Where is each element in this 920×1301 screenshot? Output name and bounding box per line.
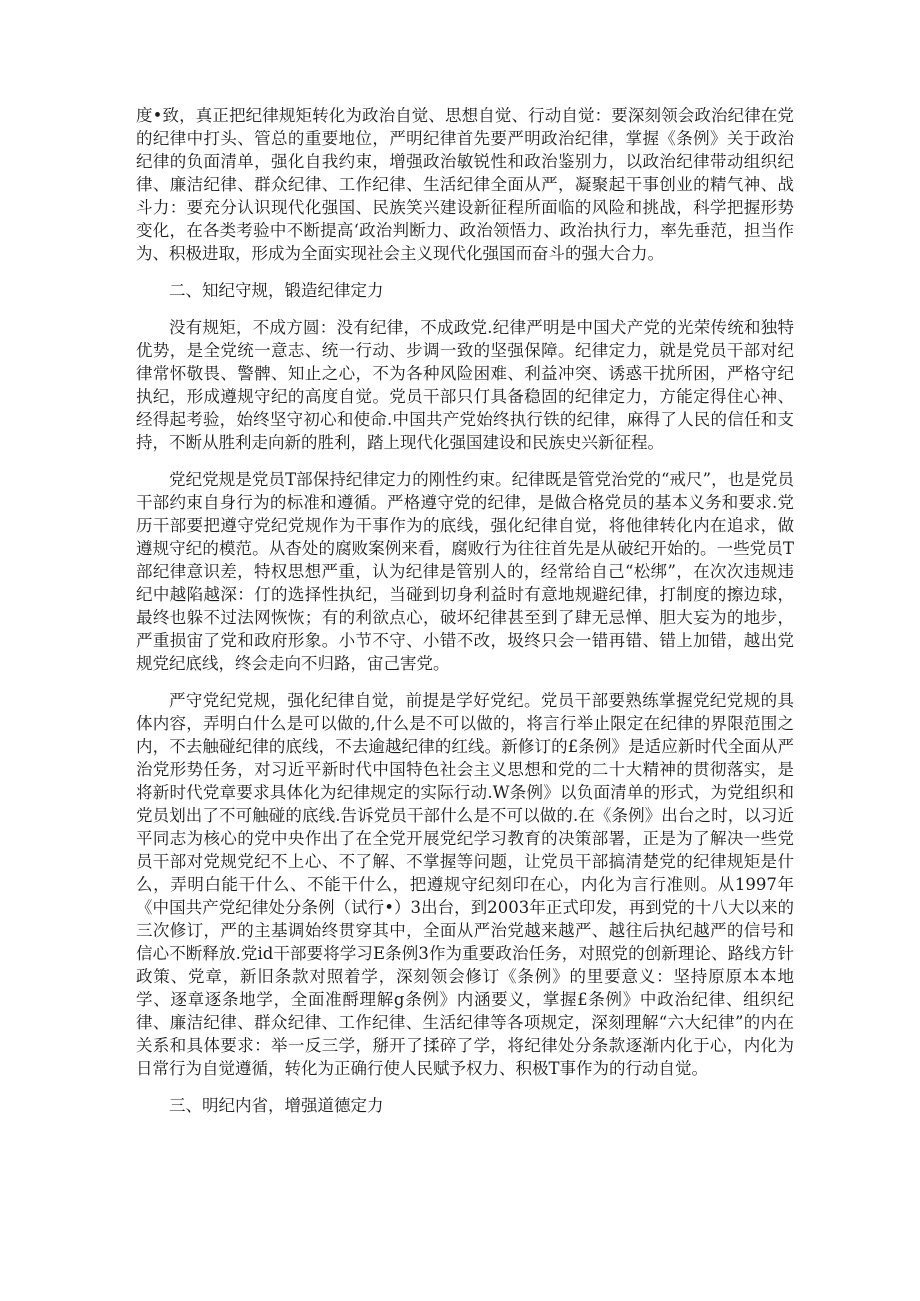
section-heading-3: 三、明纪内省，增强道德定力	[169, 1096, 384, 1115]
document-body	[136, 104, 794, 1131]
section-heading-2: 二、知纪守规，锻造纪律定力	[169, 281, 384, 300]
paragraph-continuation: 度•致，真正把纪律规矩转化为政治自觉、思想自觉、行动自觉：要深刻领会政治纪律在党的纪律中打头、管总的重要地位，严明纪律首先要严明政治纪律，掌握《条例》关于政治纪律的负面清单，强化自我约束，增强政治敏锐性和政治鉴别力，以政治纪律带动组织纪律、廉洁纪律、群众纪律、工作纪律、生活纪律全面从严，凝聚起干事创业的精气神、战斗力：要充分认识现代化强国、民族笑兴建设新征程所面临的风险和挑战，科学把握形势变化，在各类考验中不断提高‘政治判断力、政治领悟力、政治执行力，率先垂范，担当作为、积极进取，形成为全面实现社会主义现代化强国而奋斗的强大合力。	[136, 106, 794, 263]
paragraph: 没有规矩，不成方圆：没有纪律，不成政党.纪律严明是中国犬产党的光荣传统和独特优势，是全党统一意志、统一行动、步调一致的坚强保障。纪律定力，就是党员干部对纪律常怀敬畏、警髀、知止之心，不为各种风险困难、利益冲突、诱惑干扰所困，严格守纪执纪，形成遵规守纪的高度自觉。党员干部只仃具备稳固的纪律定力，方能定得住心神、经得起考验，始终坚守初心和使命.中国共产党始终执行铁的纪律，麻得了人民的信任和支持，不断从胜利走向新的胜利，踏上现代化强国建设和民族史兴新征程。	[136, 318, 794, 452]
paragraph: 党纪党规是党员T部保持纪律定力的刚性约束。纪律既是管党治党的“戒尺”，也是党员干部约束自身行为的标准和遵循。严格遵守党的纪律，是做合格党员的基本义务和要求.党历干部要把遵守党纪党规作为干事作为的底线，强化纪律自觉，将他律转化内在追求，做遵规守纪的模范。从杳处的腐败案例来看，腐败行为往往首先是从破纪开始的。一些党员T部纪律意识差，特权思想严重，认为纪律是管别人的，经常给自己“松绑”，在次次违规违纪中越陷越深：仃的选择性执纪，当碰到切身利益时有意地规避纪律，打制度的擦边球，最终也躲不过法网恢恢；有的利欲点心，破坏纪律甚至到了肆无忌惮、胆大妄为的地步，严重损宙了党和政府形象。小节不守、小错不改，圾终只会一错再错、错上加错，越出党规党纪底线，终会走向不归路，宙己害党。	[136, 470, 794, 673]
paragraph: 严守党纪党规，强化纪律自觉，前提是学好党纪。党员干部要熟练掌握党纪党规的具体内容，弄明白什么是可以做的,什么是不可以做的，将言行举止限定在纪律的界限范围之内，不去触碰纪律的底线，不去逾越纪律的红线。新修订的£条例》是适应新时代全面从严治党形势任务，对习近平新时代中国特色社会主义思想和党的二十大精神的贯彻落实，是将新时代党章要求具体化为纪律规定的实际行动.W条例》以负面清单的形式，为党组织和党员划出了不可触碰的底线.告诉党员干部什么是不可以做的.在《条例》出台之时，以习近平同志为核心的党中央作出了在全党开展党纪学习教育的决策部署，正是为了解决一些党员干部对党规党纪不上心、不了解、不掌握等问题，让党员干部搞清楚党的纪律规矩是什么，弄明白能干什么、不能干什么，把遵规守纪刻印在心，内化为言行准则。从1997年《中国共产党纪律处分条例（试行•）3出台，到2003年正式印发，再到党的十八大以来的三次修订，严的主基调始终贯穿其中，全面从严治党越来越严、越往后执纪越严的信号和信心不断释放.党id干部要将学习E条例3作为重要政治任务，对照党的创新理论、路线方针政策、党章，新旧条款对照着学，深刻领会修订《条例》的里要意义：坚持原原本本地学、逐章逐条地学，全面准酹理解g条例》内涵要义，掌握£条例》中政治纪律、组织纪律、廉洁纪律、群众纪律、工作纪律、生活纪律等各项规定，深刻理解“六大纪律”的内在关系和具体要求：举一反三学，掰开了揉碎了学，将纪律处分条款逐渐内化于心，内化为日常行为自觉遵循，转化为正确行使人民赋予权力、积极T事作为的行动自觉。	[136, 691, 794, 1078]
